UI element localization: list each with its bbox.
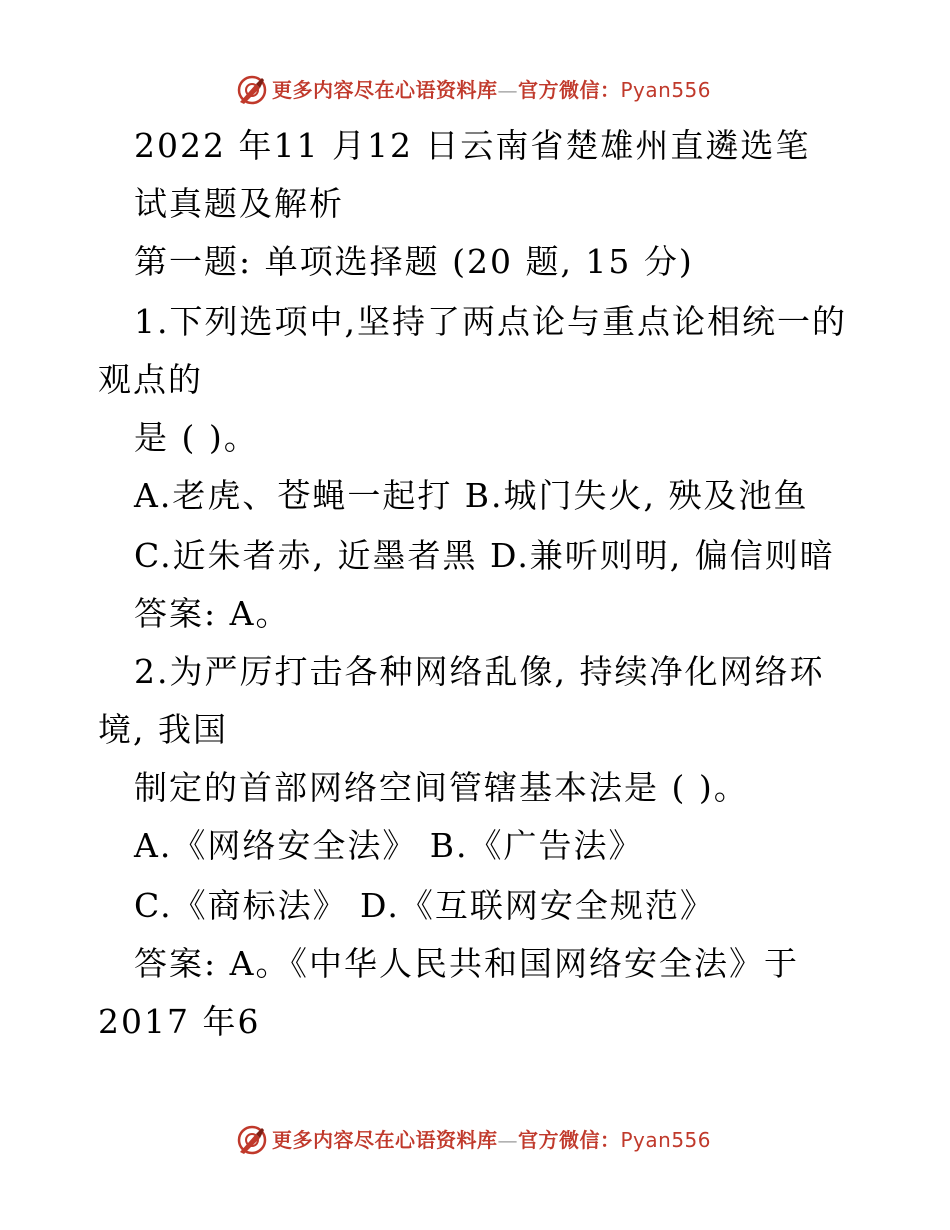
pen-logo-icon	[236, 74, 268, 106]
banner-main-text: 更多内容尽在心语资料库	[272, 1128, 498, 1152]
title-line-1: 2022 年11 月12 日云南省楚雄州直遴选笔	[134, 126, 811, 165]
question-2-answer-line-1: 答案: A。《中华人民共和国网络安全法》于	[134, 944, 799, 983]
question-1-line-1: 1.下列选项中,坚持了两点论与重点论相统一的	[134, 302, 847, 341]
question-2-options-cd: C.《商标法》 D.《互联网安全规范》	[134, 886, 715, 925]
question-1-options-cd: C.近朱者赤, 近墨者黑 D.兼听则明, 偏信则暗	[134, 536, 835, 575]
banner-main-text: 更多内容尽在心语资料库	[272, 78, 498, 102]
question-1-line-3: 是 ( )。	[134, 418, 259, 457]
footer-banner	[0, 1120, 950, 1160]
banner-dash: —	[497, 78, 518, 102]
question-2-line-2: 境, 我国	[98, 710, 228, 749]
section-heading: 第一题: 单项选择题 (20 题, 15 分)	[134, 242, 694, 281]
question-2-line-1: 2.为严厉打击各种网络乱像, 持续净化网络环	[134, 652, 825, 691]
pen-logo-icon	[236, 1124, 268, 1156]
banner-wechat-id: Pyan556	[620, 1128, 712, 1152]
banner-dash: —	[497, 1128, 518, 1152]
question-2-line-3: 制定的首部网络空间管辖基本法是 ( )。	[134, 768, 749, 807]
question-1-answer: 答案: A。	[134, 594, 291, 633]
question-2-options-ab: A.《网络安全法》 B.《广告法》	[134, 826, 644, 865]
question-2-answer-line-2: 2017 年6	[98, 1002, 261, 1041]
banner-text	[272, 76, 711, 104]
header-banner	[0, 70, 950, 110]
question-1-options-ab: A.老虎、苍蝇一起打 B.城门失火, 殃及池鱼	[134, 476, 809, 515]
question-1-line-2: 观点的	[98, 360, 203, 399]
banner-wechat-id: Pyan556	[620, 78, 712, 102]
banner-text	[272, 1126, 711, 1154]
title-line-2: 试真题及解析	[134, 184, 344, 223]
banner-wechat-label: 官方微信：	[518, 78, 621, 102]
banner-wechat-label: 官方微信：	[518, 1128, 621, 1152]
